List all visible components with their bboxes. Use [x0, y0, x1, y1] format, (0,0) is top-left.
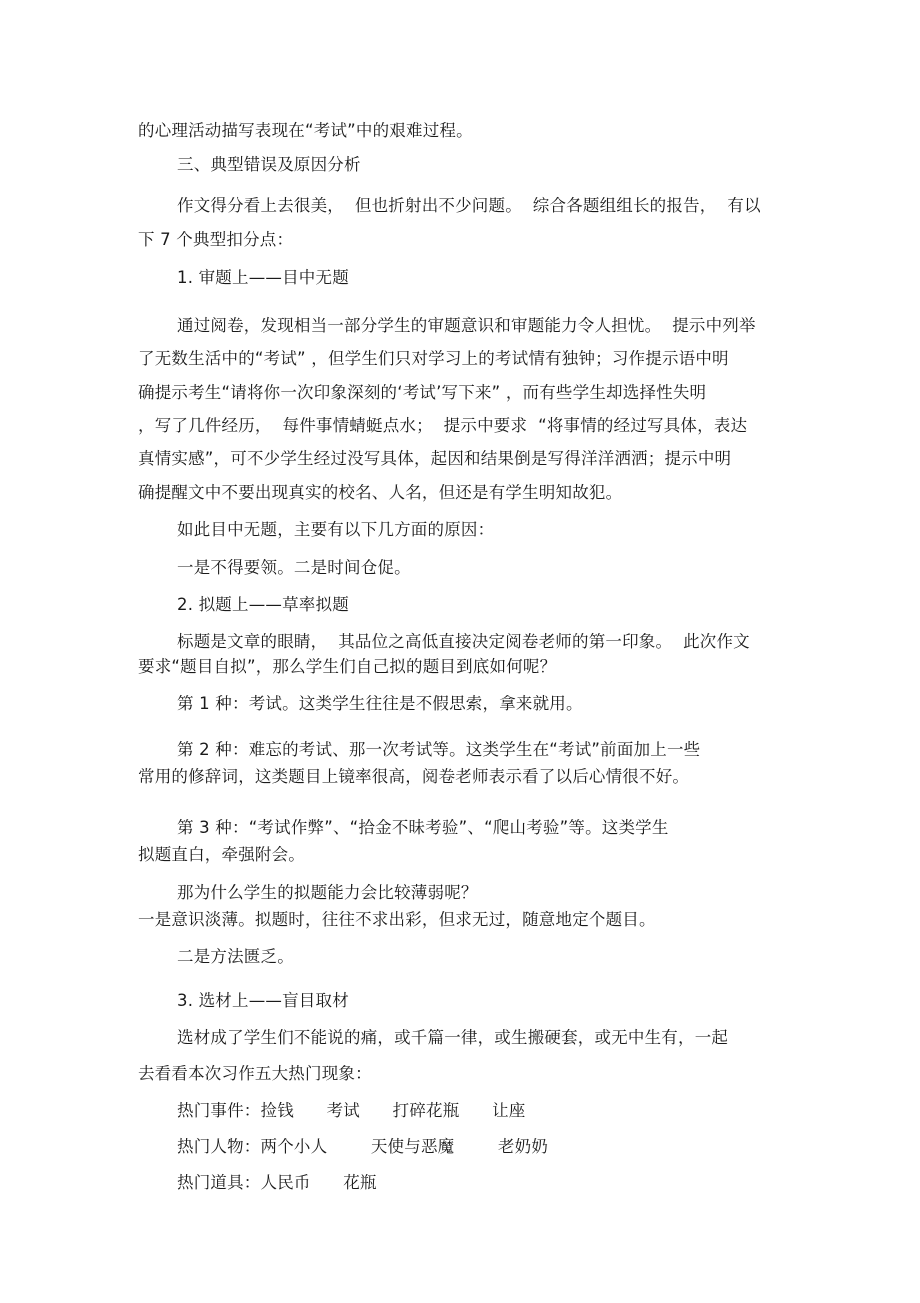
body-line: 第 1 种：考试。这类学生往往是不假思索，拿来就用。 — [177, 694, 583, 713]
body-line: 第 3 种：“考试作弊”、“拾金不昧考验”、“爬山考验”等。这类学生 — [177, 818, 669, 837]
body-line: 真情实感”，可不少学生经过没写具体，起因和结果倒是写得洋洋洒洒；提示中明 — [138, 449, 732, 468]
body-line: ，写了几件经历， 每件事情蜻蜓点水； 提示中要求 “将事情的经过写具体，表达 — [138, 416, 748, 435]
body-line: 了无数生活中的“考试” ，但学生们只对学习上的考试情有独钟；习作提示语中明 — [138, 349, 729, 368]
body-line: 确提示考生“请将你一次印象深刻的‘考试’写下来” ，而有些学生却选择性失明 — [138, 383, 707, 402]
body-line: 那为什么学生的拟题能力会比较薄弱呢？ — [177, 883, 478, 902]
body-line: 二是方法匮乏。 — [177, 947, 294, 966]
subheading: 1. 审题上——目中无题 — [177, 268, 349, 287]
list-item: 热门事件：捡钱 考试 打碎花瓶 让座 — [177, 1101, 526, 1120]
body-line: 选材成了学生们不能说的痛，或千篇一律，或生搬硬套，或无中生有，一起 — [177, 1028, 729, 1047]
list-item: 热门道具：人民币 花瓶 — [177, 1173, 377, 1192]
list-item: 热门人物：两个小人 天使与恶魔 老奶奶 — [177, 1137, 549, 1156]
body-line: 常用的修辞词，这类题目上镜率很高，阅卷老师表示看了以后心情很不好。 — [138, 767, 690, 786]
body-line: 一是不得要领。二是时间仓促。 — [177, 558, 411, 577]
body-line: 通过阅卷，发现相当一部分学生的审题意识和审题能力令人担忧。 提示中列举 — [177, 316, 756, 335]
body-line: 去看看本次习作五大热门现象： — [138, 1064, 372, 1083]
subheading: 2. 拟题上——草率拟题 — [177, 595, 349, 614]
body-line: 如此目中无题，主要有以下几方面的原因： — [177, 520, 495, 539]
body-line: 的心理活动描写表现在“考试”中的艰难过程。 — [138, 121, 473, 140]
body-line: 作文得分看上去很美， 但也折射出不少问题。 综合各题组组长的报告， 有以 — [177, 196, 761, 215]
body-line: 下 7 个典型扣分点： — [138, 230, 294, 249]
body-line: 标题是文章的眼睛， 其品位之高低直接决定阅卷老师的第一印象。 此次作文 — [177, 632, 750, 651]
body-line: 确提醒文中不要出现真实的校名、人名，但还是有学生明知故犯。 — [138, 483, 623, 502]
body-line: 一是意识淡薄。拟题时，往往不求出彩，但求无过，随意地定个题目。 — [138, 910, 656, 929]
body-line: 拟题直白，牵强附会。 — [138, 845, 305, 864]
subheading: 3. 选材上——盲目取材 — [177, 991, 349, 1010]
body-line: 要求“题目自拟”，那么学生们自己拟的题目到底如何呢？ — [138, 657, 557, 676]
body-line: 第 2 种：难忘的考试、那一次考试等。这类学生在“考试”前面加上一些 — [177, 740, 701, 759]
section-heading: 三、典型错误及原因分析 — [177, 155, 361, 174]
